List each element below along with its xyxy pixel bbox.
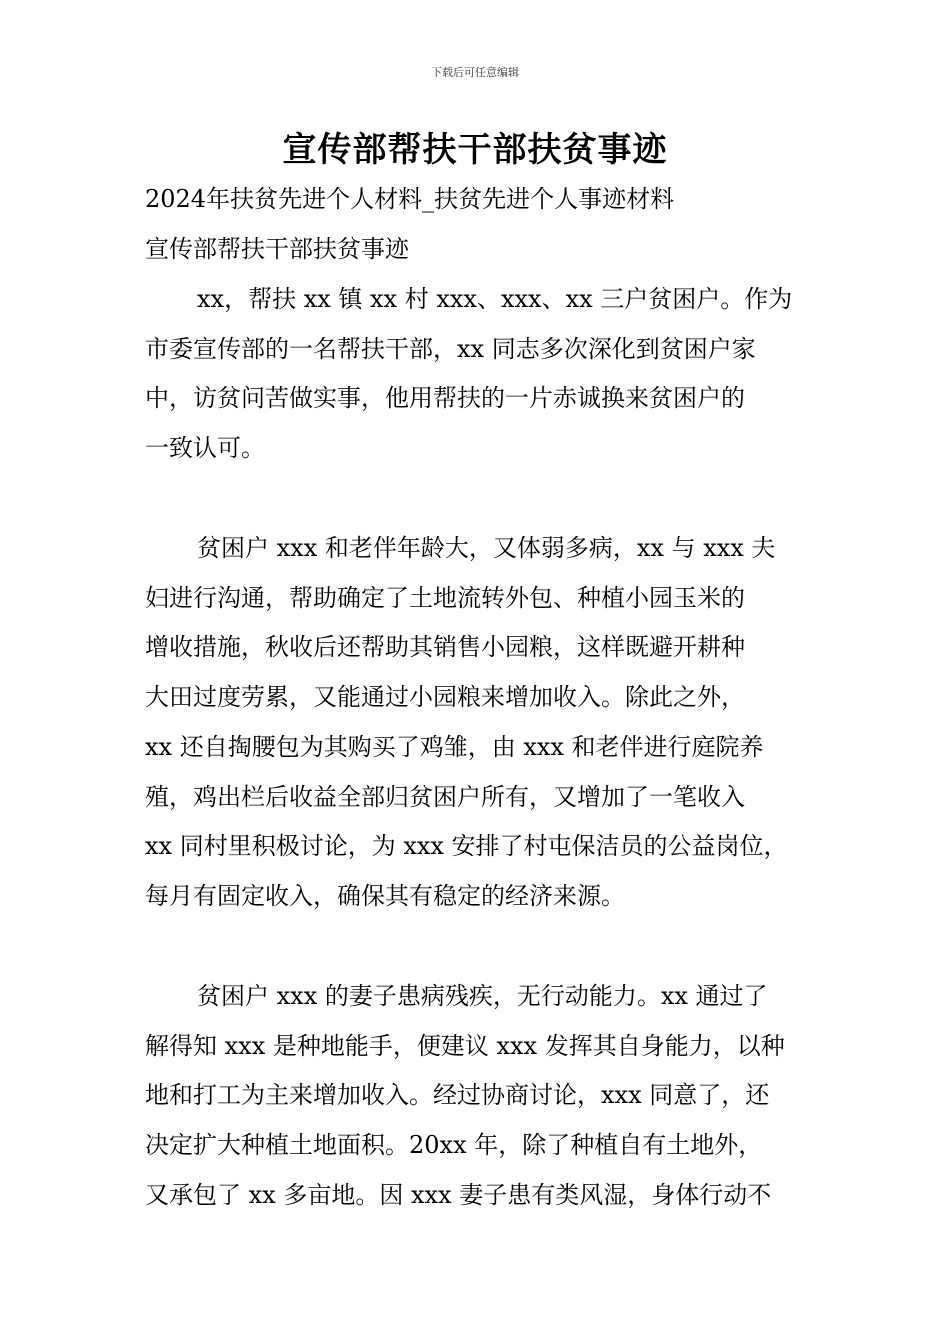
page-header-note: 下载后可任意编辑 xyxy=(431,66,519,79)
paragraph-line: xx 同村里积极讨论，为 xxx 安排了村屯保洁员的公益岗位， xyxy=(145,832,788,861)
paragraph-line: 妇进行沟通，帮助确定了土地流转外包、种植小园玉米的 xyxy=(145,583,745,612)
paragraph-line: 每月有固定收入，确保其有稳定的经济来源。 xyxy=(145,881,625,910)
paragraph-line: 增收措施，秋收后还帮助其销售小园粮，这样既避开耕种 xyxy=(145,633,745,662)
document-title: 宣传部帮扶干部扶贫事迹 xyxy=(282,130,668,170)
paragraph-line: 一致认可。 xyxy=(145,434,265,463)
paragraph-line: 地和打工为主来增加收入。经过协商讨论，xxx 同意了，还 xyxy=(145,1081,770,1110)
paragraph-3 xyxy=(145,972,815,1221)
paragraph-line: xx，帮扶 xx 镇 xx 村 xxx、xxx、xx 三户贫困户。作为 xyxy=(197,285,793,313)
paragraph-line: 殖，鸡出栏后收益全部归贫困户所有，又增加了一笔收入 xyxy=(145,782,745,811)
paragraph-line: 贫困户 xxx 和老伴年龄大，又体弱多病，xx 与 xxx 夫 xyxy=(197,534,776,562)
paragraph-line: 中，访贫问苦做实事，他用帮扶的一片赤诚换来贫困户的 xyxy=(145,384,745,413)
paragraph-2 xyxy=(145,524,815,922)
paragraph-1 xyxy=(145,275,815,474)
paragraph-line: 又承包了 xx 多亩地。因 xxx 妻子患有类风湿，身体行动不 xyxy=(145,1180,772,1209)
document-subtitle: 2024年扶贫先进个人材料_扶贫先进个人事迹材料 xyxy=(145,185,675,213)
paragraph-line: 决定扩大种植土地面积。20xx 年，除了种植自有土地外， xyxy=(145,1131,763,1160)
paragraph-line: 解得知 xxx 是种地能手，便建议 xxx 发挥其自身能力，以种 xyxy=(145,1031,785,1060)
paragraph-line: 大田过度劳累，又能通过小园粮来增加收入。除此之外， xyxy=(145,683,745,712)
paragraph-line: 贫困户 xxx 的妻子患病残疾，无行动能力。xx 通过了 xyxy=(197,982,768,1010)
document-heading: 宣传部帮扶干部扶贫事迹 xyxy=(145,235,409,263)
paragraph-line: xx 还自掏腰包为其购买了鸡雏，由 xxx 和老伴进行庭院养 xyxy=(145,732,764,761)
paragraph-line: 市委宣传部的一名帮扶干部，xx 同志多次深化到贫困户家 xyxy=(145,334,756,363)
